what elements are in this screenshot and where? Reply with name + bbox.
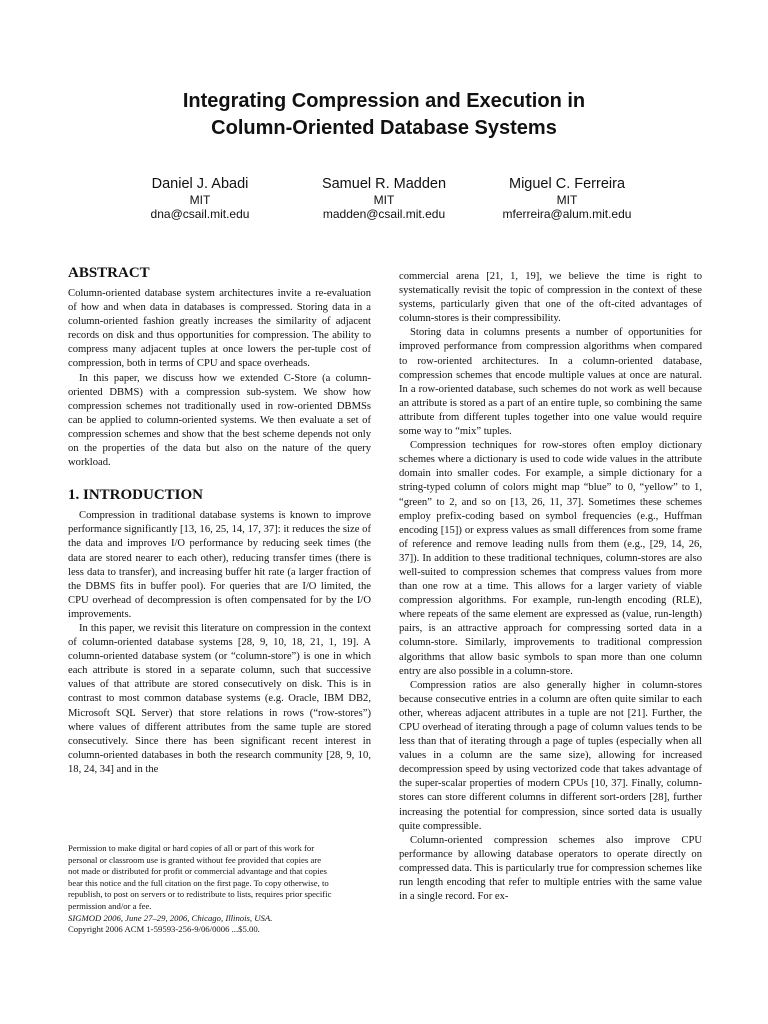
paper-title [0,88,768,142]
author-email: dna@csail.mit.edu [150,207,250,221]
footnote-line: Permission to make digital or hard copies of all or part of this work for [68,843,315,853]
author-name: Daniel J. Abadi [151,176,249,192]
introduction-paragraph: Compression in traditional database systems is known to improve performance significantly [13, 16, 25, 14, 17, 37]: it reduces the size of the data and improves I/O performance by reducing seek times (the data are stored nearer to each other), reducing transfer times (there is less data to transfer), and increasing buffer hit rate (a larger fraction of the DBMS fits in buffer pool). For queries that are I/O limited, the CPU overhead of decompression is often compensated for by the I/O improvements. [68,510,371,620]
body-paragraph: Storing data in columns presents a number of opportunities for improved performance from compression algorithms when compared to row-oriented architectures. In a column-oriented database, compression schemes that encode multiple values at once are natural. In a row-oriented database, such schemes do not work as well because an attribute is stored as a part of an entire tuple, so combining the same attribute from different tuples together into one value would require some way to “mix” tuples. [399,327,702,438]
author-affiliation: MIT [556,193,578,207]
author-name: Miguel C. Ferreira [508,176,626,192]
author-affiliation: MIT [373,193,395,207]
author-block [457,176,677,221]
title-line-2: Column-Oriented Database Systems [211,117,557,139]
introduction-heading: 1. INTRODUCTION [68,487,204,504]
footnote-line: permission and/or a fee. [68,900,152,911]
abstract-heading: ABSTRACT [68,265,150,281]
author-name: Samuel R. Madden [321,176,447,192]
abstract-paragraph: In this paper, we discuss how we extended C-Store (a column-oriented DBMS) with a compression sub-system. We show how compression schemes not traditionally used in row-oriented DBMSs can be applied to column-oriented systems. We then evaluate a set of compression schemes and show that the best scheme depends not only on the properties of the data but also on the nature of the query workload. [68,372,371,469]
body-paragraph: Compression ratios are also generally higher in column-stores because consecutive entries in a column are often quite similar to each other, whereas adjacent attributes in a tuple are not [21]. Further, the CPU overhead of iterating through a page of column values tends to be less than that of iterating through a page of tuples (especially when all values in a column are the same size), allowing for increased decompression speed by using vectorized code that takes advantage of the super-scalar properties of modern CPUs [10, 37]. Finally, column-stores can store different columns in different sort-orders [28], further increasing the potential for compression, since sorted data is usually quite compressible. [399,679,702,832]
footnote-line: personal or classroom use is granted without fee provided that copies are [68,854,322,865]
footnote-line: SIGMOD 2006, June 27–29, 2006, Chicago, Illinois, USA. [68,912,273,923]
title-line-1: Integrating Compression and Execution in [182,90,586,112]
author-email: mferreira@alum.mit.edu [502,207,632,221]
footnote-line: bear this notice and the full citation on the first page. To copy otherwise, to [68,877,329,888]
footnote-line: not made or distributed for profit or commercial advantage and that copies [68,866,327,877]
footnote-line: Copyright 2006 ACM 1-59593-256-9/06/0006 ...$5.00. [68,924,260,935]
copyright-footnote [68,843,371,936]
left-column [68,264,371,777]
introduction-paragraph: In this paper, we revisit this literature on compression in the context of column-oriented database systems [28, 9, 10, 18, 21, 1, 19]. A column-oriented database system (or “column-store”) is one in which each attribute is stored in a separate column, such that successive values of that attribute are stored consecutively on disk. This is in contrast to most common database systems (e.g. Oracle, IBM DB2, Microsoft SQL Server) that store relations in rows (“row-stores”) where values of different attributes from the same tuple are stored consecutively. Since there has been significant recent interest in column-oriented databases in both the research community [28, 9, 10, 18, 24, 34] and in the [68,622,371,775]
body-paragraph: Column-oriented compression schemes also improve CPU performance by allowing database operators to operate directly on compressed data. This is particularly true for compression schemes like run length encoding that refer to multiple entries with the same value in a single record. For ex- [399,834,702,903]
right-column [399,270,702,904]
footnote-line: republish, to post on servers or to redistribute to lists, requires prior specific [68,889,332,900]
author-email: madden@csail.mit.edu [322,207,446,221]
abstract-paragraph: Column-oriented database system architectures invite a re-evaluation of how and when data in databases is compressed. Storing data in a column-oriented fashion greatly increases the similarity of adjacent records on disk and thus opportunities for compression. The ability to compress many adjacent tuples at once lowers the per-tuple cost of compression, both in terms of CPU and space overheads. [68,288,371,370]
body-paragraph: Compression techniques for row-stores often employ dictionary schemes where a dictionary is used to code wide values in the attribute domain into smaller codes. For example, a simple dictionary for a string-typed column of colors might map “blue” to 0, “yellow” to 1, “green” to 2, and so on [13, 26, 11, 37]. Sometimes these schemes employ prefix-coding based on symbol frequencies (e.g., Huffman encoding [15]) or express values as small differences from some frame of reference and remove leading nulls from them (e.g., [29, 14, 26, 37]). In addition to these traditional techniques, column-stores are also well-suited to compression schemes that compress values from more than one row at a time. This allows for a larger variety of viable compression algorithms. For example, run-length encoding (RLE), where repeats of the same element are expressed as (value, run-length) pairs, is an attractive approach for compressing sorted data in a column-store. Similarly, improvements to traditional compression algorithms that allow basic symbols to span more than one column entry are also possible in a column-store. [399,440,702,677]
author-affiliation: MIT [189,193,211,207]
body-paragraph: commercial arena [21, 1, 19], we believe the time is right to systematically revisit the topic of compression in the context of these systems, particularly given that one of the oft-cited advantages of column-stores is their compressibility. [399,271,702,325]
